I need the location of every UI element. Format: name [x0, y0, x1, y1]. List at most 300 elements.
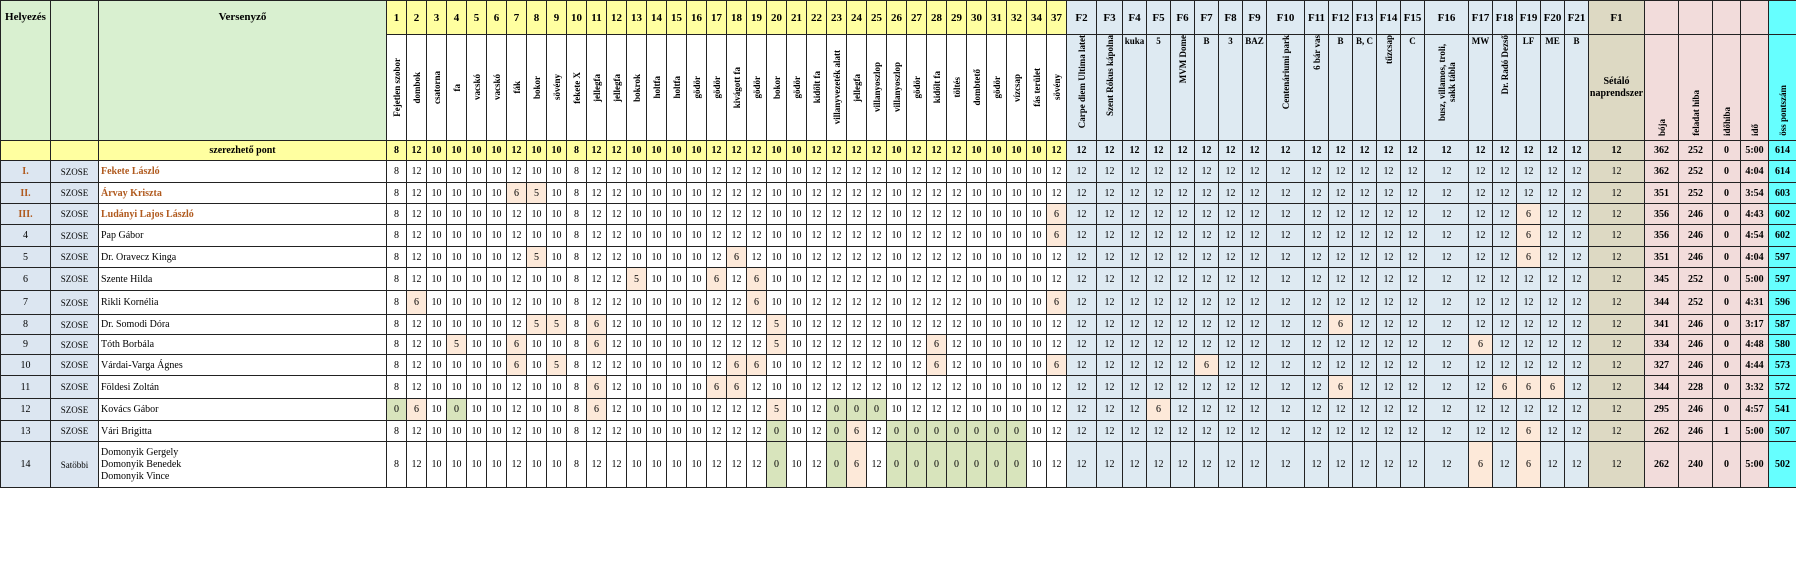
score-cell: 12: [947, 161, 967, 183]
stage-number: F2: [1067, 1, 1097, 35]
max-points: 12: [1243, 141, 1267, 161]
score-cell: 10: [1027, 291, 1047, 315]
score-cell: 12: [1171, 268, 1195, 291]
score-cell: 12: [1171, 355, 1195, 376]
score-cell: 6: [1329, 376, 1353, 399]
score-cell: 12: [907, 399, 927, 421]
score-cell: 12: [1267, 291, 1305, 315]
score-cell: 12: [847, 268, 867, 291]
f1-score: 12: [1589, 442, 1645, 488]
score-cell: 10: [427, 225, 447, 247]
score-cell: 10: [467, 247, 487, 268]
score-cell: 10: [787, 421, 807, 442]
score-cell: 12: [947, 291, 967, 315]
score-cell: 6: [1469, 442, 1493, 488]
score-cell: 10: [987, 399, 1007, 421]
score-cell: 12: [1147, 335, 1171, 355]
score-cell: 10: [647, 376, 667, 399]
score-cell: 12: [1377, 315, 1401, 335]
score-cell: 10: [627, 315, 647, 335]
score-cell: 12: [1329, 291, 1353, 315]
f1-title-cell: [1589, 35, 1645, 141]
score-cell: 12: [1243, 315, 1267, 335]
max-points: 12: [907, 141, 927, 161]
table-row: [1, 204, 1796, 225]
score-cell: 12: [1565, 315, 1589, 335]
score-cell: 12: [827, 225, 847, 247]
score-cell: 12: [1565, 161, 1589, 183]
stage-number: 8: [527, 1, 547, 35]
score-cell: 12: [1147, 442, 1171, 488]
score-cell: 12: [507, 268, 527, 291]
competitor-name: Dr. Somodi Dóra: [101, 319, 170, 330]
stage-name-cell: [1171, 35, 1195, 141]
score-cell: 12: [1565, 225, 1589, 247]
score-cell: 10: [667, 204, 687, 225]
score-cell: 12: [1517, 315, 1541, 335]
score-cell: 10: [967, 355, 987, 376]
max-f1: 12: [1589, 141, 1645, 161]
score-cell: 12: [1097, 268, 1123, 291]
stage-name: fekete X: [571, 71, 582, 104]
stage-number: 22: [807, 1, 827, 35]
ido-header: [1741, 35, 1769, 141]
score-cell: 12: [707, 335, 727, 355]
score-cell: 12: [1305, 204, 1329, 225]
score-cell: 12: [747, 421, 767, 442]
score-cell: 12: [607, 204, 627, 225]
score-cell: 10: [887, 161, 907, 183]
stage-name-cell: [767, 35, 787, 141]
score-cell: 12: [1493, 183, 1517, 204]
score-cell: 10: [987, 376, 1007, 399]
ido-score: 5:00: [1741, 268, 1769, 291]
score-cell: 10: [487, 183, 507, 204]
score-cell: 10: [427, 335, 447, 355]
score-cell: 12: [1353, 161, 1377, 183]
score-cell: 12: [747, 315, 767, 335]
feladat-hiba-score: 252: [1679, 291, 1713, 315]
stage-name: C: [1409, 36, 1416, 46]
score-cell: 10: [887, 291, 907, 315]
max-points: 12: [927, 141, 947, 161]
score-cell: 12: [807, 376, 827, 399]
stage-name: jellegfa: [611, 73, 622, 102]
score-cell: 12: [1377, 421, 1401, 442]
table-row: [1, 291, 1796, 315]
score-cell: 12: [1243, 225, 1267, 247]
stage-name: B, C: [1355, 36, 1373, 46]
stage-number: F18: [1493, 1, 1517, 35]
score-cell: 12: [807, 442, 827, 488]
stage-name-cell: [1123, 35, 1147, 141]
score-cell: 12: [1219, 376, 1243, 399]
score-cell: 6: [747, 268, 767, 291]
f1-title: Sétáló naprendszer: [1589, 75, 1644, 99]
score-cell: 12: [1243, 335, 1267, 355]
f1-score: 12: [1589, 268, 1645, 291]
score-cell: 10: [487, 291, 507, 315]
score-cell: 12: [607, 225, 627, 247]
score-cell: 10: [667, 225, 687, 247]
score-cell: 12: [1541, 355, 1565, 376]
f1-score: 12: [1589, 291, 1645, 315]
max-boja: 362: [1645, 141, 1679, 161]
score-cell: 8: [387, 225, 407, 247]
score-cell: 12: [1493, 291, 1517, 315]
score-cell: 8: [387, 315, 407, 335]
max-points: 12: [1305, 141, 1329, 161]
score-cell: 8: [567, 268, 587, 291]
score-cell: 6: [587, 315, 607, 335]
score-cell: 12: [1541, 291, 1565, 315]
stage-name: fák: [511, 81, 522, 94]
score-cell: 12: [1067, 315, 1097, 335]
score-cell: 12: [947, 268, 967, 291]
score-cell: 12: [727, 291, 747, 315]
score-cell: 12: [947, 315, 967, 335]
score-cell: 12: [1123, 335, 1147, 355]
stage-name-cell: [1353, 35, 1377, 141]
score-cell: 10: [667, 442, 687, 488]
feladat-hiba-score: 246: [1679, 247, 1713, 268]
score-cell: 12: [1401, 315, 1425, 335]
score-cell: 12: [847, 161, 867, 183]
stage-name-cell: [1541, 35, 1565, 141]
table-row: [1, 355, 1796, 376]
stage-name-cell: [1493, 35, 1517, 141]
stage-name: gödör: [751, 76, 762, 99]
stage-name-cell: [387, 35, 407, 141]
score-cell: 12: [1541, 183, 1565, 204]
stage-number: 21: [787, 1, 807, 35]
score-cell: 10: [967, 315, 987, 335]
score-cell: 8: [387, 161, 407, 183]
score-cell: 5: [627, 268, 647, 291]
score-cell: 12: [1267, 335, 1305, 355]
score-cell: 12: [1195, 268, 1219, 291]
score-cell: 10: [447, 268, 467, 291]
club-cell: SZOSE: [51, 268, 99, 291]
score-cell: 12: [807, 399, 827, 421]
f1-score: 12: [1589, 161, 1645, 183]
score-cell: 12: [1243, 421, 1267, 442]
stage-number: F13: [1353, 1, 1377, 35]
score-cell: 12: [507, 399, 527, 421]
score-cell: 12: [947, 376, 967, 399]
score-cell: 10: [527, 376, 547, 399]
score-cell: 12: [1267, 442, 1305, 488]
score-cell: 10: [687, 335, 707, 355]
score-cell: 10: [667, 291, 687, 315]
max-points: 10: [627, 141, 647, 161]
stage-number: 31: [987, 1, 1007, 35]
max-points: 12: [1469, 141, 1493, 161]
score-cell: 12: [1377, 204, 1401, 225]
score-cell: 12: [1243, 247, 1267, 268]
score-cell: 10: [767, 225, 787, 247]
score-cell: 12: [807, 421, 827, 442]
club-cell: SZOSE: [51, 376, 99, 399]
score-cell: 12: [1171, 247, 1195, 268]
stage-name-cell: [607, 35, 627, 141]
score-cell: 12: [1353, 399, 1377, 421]
score-cell: 12: [867, 335, 887, 355]
score-cell: 12: [1377, 376, 1401, 399]
max-points: 12: [1401, 141, 1425, 161]
score-cell: 12: [507, 291, 527, 315]
max-points: 12: [1067, 141, 1097, 161]
score-cell: 10: [627, 421, 647, 442]
stage-name-cell: [1243, 35, 1267, 141]
score-cell: 12: [827, 376, 847, 399]
score-cell: 12: [1425, 355, 1469, 376]
score-cell: 12: [1517, 268, 1541, 291]
score-cell: 10: [467, 335, 487, 355]
score-cell: 12: [707, 161, 727, 183]
score-cell: 12: [1097, 161, 1123, 183]
score-cell: 12: [1067, 291, 1097, 315]
score-cell: 10: [627, 355, 647, 376]
competitor-name-cell: [99, 268, 387, 291]
score-cell: 12: [1353, 376, 1377, 399]
score-cell: 12: [827, 315, 847, 335]
score-cell: 12: [1541, 442, 1565, 488]
score-cell: 12: [1425, 247, 1469, 268]
score-cell: 12: [707, 399, 727, 421]
stage-number: 7: [507, 1, 527, 35]
stage-number: 19: [747, 1, 767, 35]
stage-name-cell: [707, 35, 727, 141]
score-cell: 12: [1147, 315, 1171, 335]
score-cell: 10: [787, 355, 807, 376]
score-cell: 12: [1541, 315, 1565, 335]
ido-score: 3:32: [1741, 376, 1769, 399]
score-cell: 12: [1123, 204, 1147, 225]
f1-score: 12: [1589, 183, 1645, 204]
stage-number: 11: [587, 1, 607, 35]
score-cell: 12: [1123, 291, 1147, 315]
score-cell: 12: [807, 315, 827, 335]
score-cell: 12: [1517, 335, 1541, 355]
stage-number: F16: [1425, 1, 1469, 35]
score-cell: 0: [767, 442, 787, 488]
max-points: 10: [527, 141, 547, 161]
score-cell: 12: [1353, 355, 1377, 376]
max-points: 10: [1007, 141, 1027, 161]
rank-cell: II.: [1, 183, 51, 204]
f1-score: 12: [1589, 399, 1645, 421]
score-cell: 12: [947, 225, 967, 247]
score-cell: 12: [827, 183, 847, 204]
boja-score: 341: [1645, 315, 1679, 335]
score-cell: 12: [1329, 247, 1353, 268]
score-cell: 8: [567, 421, 587, 442]
score-cell: 12: [827, 247, 847, 268]
competitor-name-cell: [99, 355, 387, 376]
score-cell: 0: [927, 421, 947, 442]
score-cell: 12: [1147, 376, 1171, 399]
max-points: 12: [1123, 141, 1147, 161]
score-cell: 10: [467, 204, 487, 225]
stage-number: 18: [727, 1, 747, 35]
score-cell: 12: [587, 268, 607, 291]
boja-score: 344: [1645, 291, 1679, 315]
score-cell: 12: [1401, 161, 1425, 183]
score-cell: 10: [887, 268, 907, 291]
score-cell: 10: [1007, 183, 1027, 204]
score-cell: 12: [1469, 355, 1493, 376]
rank-cell: 8: [1, 315, 51, 335]
score-cell: 10: [967, 161, 987, 183]
score-cell: 0: [827, 421, 847, 442]
score-cell: 12: [1171, 225, 1195, 247]
score-cell: 6: [507, 183, 527, 204]
stage-name-cell: [1147, 35, 1171, 141]
stage-name: töltés: [951, 77, 962, 98]
stage-name-cell: [867, 35, 887, 141]
score-cell: 12: [1517, 183, 1541, 204]
score-cell: 12: [1401, 225, 1425, 247]
total-score: 572: [1769, 376, 1796, 399]
score-cell: 12: [607, 399, 627, 421]
stage-name-cell: [1097, 35, 1123, 141]
points-club-cell: [51, 141, 99, 161]
total-score: 502: [1769, 442, 1796, 488]
score-cell: 5: [767, 335, 787, 355]
score-cell: 12: [1219, 421, 1243, 442]
score-cell: 10: [527, 291, 547, 315]
score-cell: 0: [907, 421, 927, 442]
idohiba-score: 0: [1713, 355, 1741, 376]
total-score: 603: [1769, 183, 1796, 204]
stage-name-cell: [1027, 35, 1047, 141]
score-cell: 12: [1329, 225, 1353, 247]
max-points: 8: [387, 141, 407, 161]
stage-name: bokor: [771, 75, 782, 99]
score-cell: 12: [1493, 421, 1517, 442]
score-cell: 12: [1195, 335, 1219, 355]
club-cell: SZOSE: [51, 421, 99, 442]
score-cell: 10: [487, 355, 507, 376]
score-cell: 10: [427, 161, 447, 183]
idohiba-header-top: [1713, 1, 1741, 35]
score-cell: 12: [1067, 268, 1097, 291]
stage-number: 27: [907, 1, 927, 35]
score-cell: 12: [1147, 421, 1171, 442]
score-cell: 12: [1195, 161, 1219, 183]
score-cell: 12: [747, 183, 767, 204]
competitor-name-cell: [99, 204, 387, 225]
score-cell: 10: [667, 183, 687, 204]
stage-name-cell: [687, 35, 707, 141]
score-cell: 10: [987, 225, 1007, 247]
score-cell: 12: [1097, 247, 1123, 268]
score-cell: 0: [1007, 421, 1027, 442]
stage-name-cell: [447, 35, 467, 141]
f1-score: 12: [1589, 355, 1645, 376]
score-cell: 10: [467, 315, 487, 335]
score-cell: 12: [1329, 335, 1353, 355]
score-cell: 8: [567, 291, 587, 315]
idohiba-score: 0: [1713, 291, 1741, 315]
score-cell: 10: [647, 291, 667, 315]
score-cell: 12: [1195, 183, 1219, 204]
stage-name-cell: [1469, 35, 1493, 141]
rank-header: Helyezés: [1, 1, 51, 141]
score-cell: 10: [547, 376, 567, 399]
score-cell: 0: [947, 442, 967, 488]
boja-header-top: [1645, 1, 1679, 35]
score-cell: 12: [1195, 399, 1219, 421]
score-cell: 12: [1123, 376, 1147, 399]
score-cell: 10: [467, 399, 487, 421]
max-points: 12: [507, 141, 527, 161]
competitor-header: Versenyző: [99, 1, 387, 141]
score-cell: 12: [1123, 183, 1147, 204]
score-cell: 10: [787, 291, 807, 315]
idohiba-score: 0: [1713, 161, 1741, 183]
score-cell: 12: [807, 204, 827, 225]
score-cell: 10: [687, 268, 707, 291]
score-cell: 12: [1171, 161, 1195, 183]
score-cell: 12: [1047, 376, 1067, 399]
score-cell: 12: [1401, 399, 1425, 421]
score-cell: 12: [1329, 204, 1353, 225]
score-cell: 12: [1195, 204, 1219, 225]
score-cell: 6: [587, 335, 607, 355]
rank-cell: III.: [1, 204, 51, 225]
score-cell: 10: [547, 335, 567, 355]
score-cell: 10: [787, 225, 807, 247]
score-cell: 12: [1469, 183, 1493, 204]
score-cell: 12: [1219, 315, 1243, 335]
score-cell: 12: [1541, 421, 1565, 442]
stage-number: 17: [707, 1, 727, 35]
score-cell: 6: [1147, 399, 1171, 421]
score-cell: 5: [447, 335, 467, 355]
stage-number: F17: [1469, 1, 1493, 35]
score-cell: 10: [787, 376, 807, 399]
score-cell: 12: [947, 335, 967, 355]
score-cell: 8: [567, 355, 587, 376]
max-points: 12: [1541, 141, 1565, 161]
competitor-name: Fekete László: [101, 166, 160, 177]
score-cell: 0: [827, 399, 847, 421]
score-cell: 12: [1147, 225, 1171, 247]
score-cell: 8: [567, 442, 587, 488]
stage-name-cell: [1067, 35, 1097, 141]
score-cell: 10: [787, 315, 807, 335]
stage-name: fa: [451, 83, 462, 92]
score-cell: 12: [1401, 291, 1425, 315]
score-cell: 10: [627, 225, 647, 247]
score-cell: 10: [627, 183, 647, 204]
score-cell: 12: [1305, 291, 1329, 315]
stage-number: 37: [1047, 1, 1067, 35]
feladat-hiba-score: 246: [1679, 399, 1713, 421]
stage-name: gödör: [991, 76, 1002, 99]
score-cell: 12: [507, 442, 527, 488]
score-cell: 6: [927, 335, 947, 355]
ido-score: 4:43: [1741, 204, 1769, 225]
score-cell: 10: [547, 442, 567, 488]
score-cell: 10: [647, 268, 667, 291]
score-cell: 12: [747, 204, 767, 225]
score-cell: 12: [1097, 315, 1123, 335]
score-cell: 12: [847, 376, 867, 399]
score-cell: 12: [1047, 268, 1067, 291]
